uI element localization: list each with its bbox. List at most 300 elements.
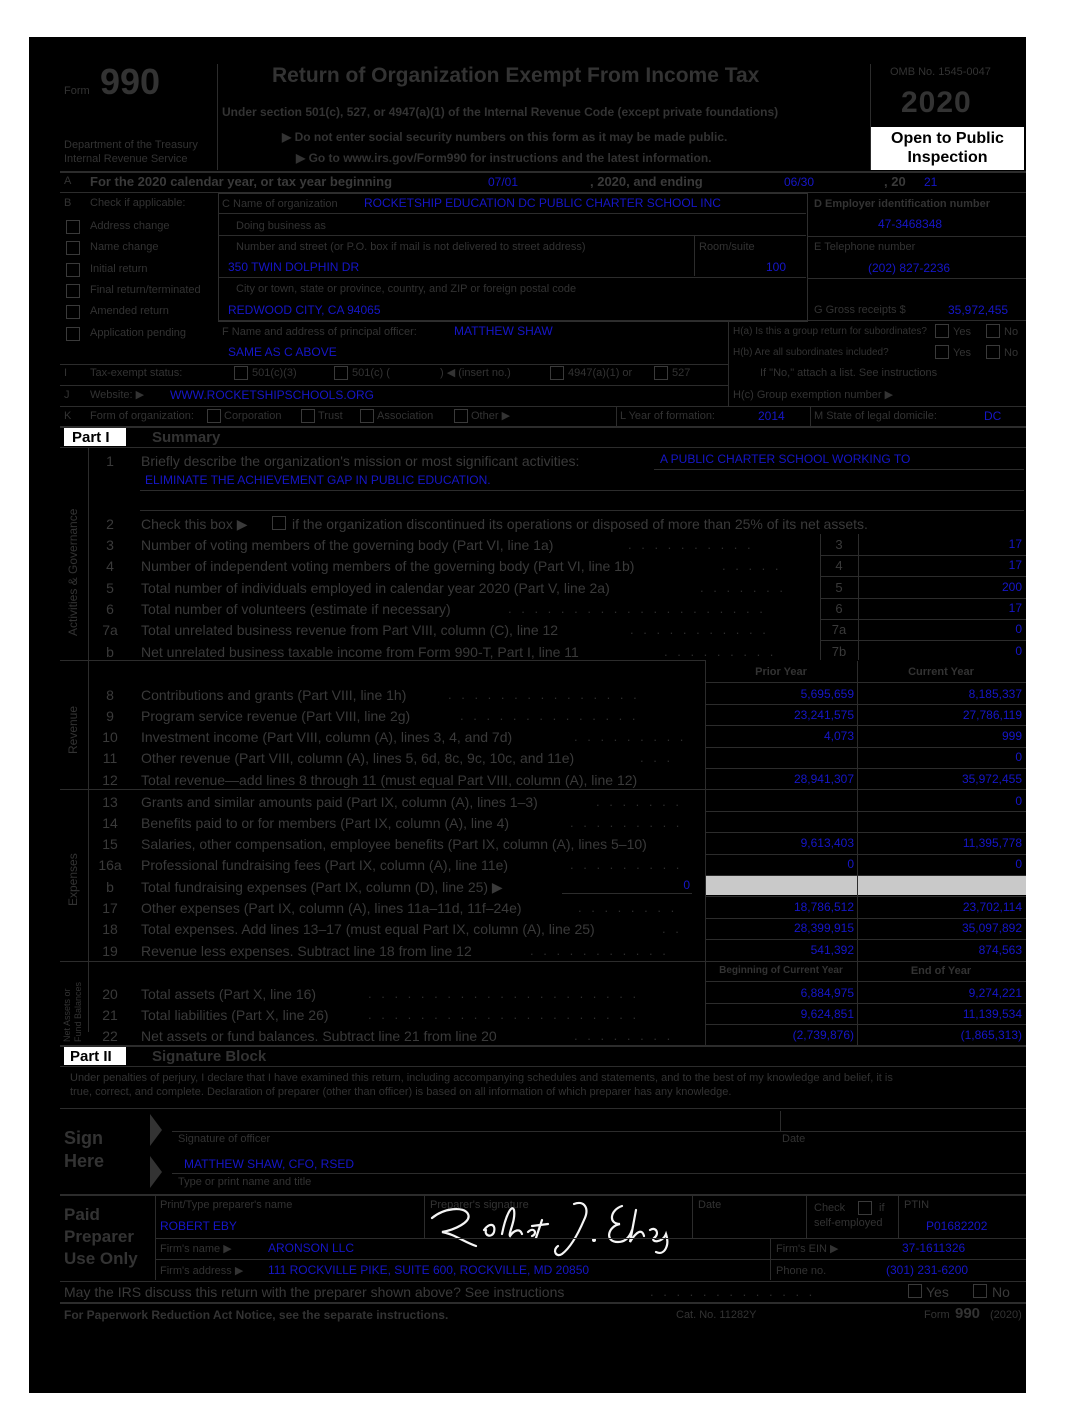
group-return-no-label: No — [1004, 326, 1019, 338]
ag-line-box: 7a — [831, 622, 847, 637]
investment-income-current[interactable]: 999 — [1001, 729, 1022, 743]
unrelated-revenue-value[interactable]: 0 — [1015, 622, 1022, 636]
shaded-cell-prior — [706, 876, 857, 895]
total-assets-eoy[interactable]: 9,274,221 — [968, 986, 1022, 1000]
subordinates-label: H(b) Are all subordinates included? — [733, 347, 889, 358]
preparer-label: Preparer — [64, 1227, 134, 1246]
firm-name-label: Firm's name ▶ — [160, 1243, 232, 1255]
row-rule — [705, 768, 1026, 769]
box-b-letter: B — [64, 197, 72, 209]
name-change-checkbox[interactable] — [66, 241, 80, 255]
shaded-cell-current — [858, 876, 1026, 895]
501c3-label: 501(c)(3) — [252, 367, 297, 379]
501c-checkbox[interactable] — [334, 366, 348, 380]
discuss-no-checkbox[interactable] — [973, 1284, 987, 1298]
box-b-label: Check if applicable: — [90, 197, 186, 209]
group-return-yes-checkbox[interactable] — [935, 324, 949, 338]
box-c-rule2 — [218, 235, 806, 236]
subordinates-yes-label: Yes — [953, 347, 971, 359]
ein-label: D Employer identification number — [814, 198, 991, 210]
revenue-line-text: Total revenue—add lines 8 through 11 (must equal Part VIII, column (A), line 12) — [141, 772, 638, 788]
row-rule — [705, 832, 1026, 833]
part-1-title: Summary — [152, 429, 221, 446]
other-checkbox[interactable] — [454, 409, 468, 423]
state-domicile-field[interactable]: DC — [984, 409, 1002, 423]
line-j-letter: J — [64, 389, 70, 401]
row-rule — [705, 747, 1026, 748]
association-label: Association — [377, 410, 434, 422]
part-1-tag-text: Part I — [72, 429, 110, 446]
street-label: Number and street (or P.O. box if mail is not delivered to street address) — [236, 241, 586, 253]
subordinates-yes-checkbox[interactable] — [935, 345, 949, 359]
total-expenses-prior[interactable]: 28,399,915 — [793, 921, 854, 935]
row-rule — [705, 896, 1026, 897]
expense-line-text: Total fundraising expenses (Part IX, column (D), line 25) ▶ — [141, 879, 503, 895]
ag-row-rule — [820, 619, 1026, 620]
leader-dots: . . . . . . . . . . . . . . . . . . . . . — [368, 986, 640, 1001]
line-i-rule — [60, 385, 728, 386]
4947a1-label: 4947(a)(1) or — [568, 367, 633, 379]
perjury-statement-1: Under penalties of perjury, I declare that I have examined this return, including accompanying schedules and statements, and to the best of my knowledge and belief, it is — [70, 1072, 893, 1084]
independent-members-value[interactable]: 17 — [1008, 558, 1022, 572]
name-change-label: Name change — [90, 241, 159, 253]
corporation-label: Corporation — [224, 410, 282, 422]
initial-return-checkbox[interactable] — [66, 263, 80, 277]
here-label: Here — [64, 1151, 105, 1171]
net-assets-line-text: Total liabilities (Part X, line 26) — [141, 1007, 329, 1023]
mission-underline-3 — [140, 510, 1024, 511]
preparer-signature-label: Preparer's signature — [430, 1199, 529, 1211]
expense-line-number: 18 — [102, 921, 118, 937]
mission-underline-1 — [654, 469, 1024, 470]
preparer-signature-image — [424, 1190, 684, 1262]
preparer-date-divider — [692, 1196, 693, 1238]
dba-label: Doing business as — [236, 220, 326, 232]
final-return-checkbox[interactable] — [66, 284, 80, 298]
ag-line-box: 3 — [835, 537, 843, 552]
officer-name-field[interactable]: MATTHEW SHAW, CFO, RSED — [184, 1157, 354, 1171]
mission-line-1[interactable]: A PUBLIC CHARTER SCHOOL WORKING TO — [660, 452, 911, 466]
leader-dots: . . . . . . . . — [574, 1028, 674, 1043]
leader-dots: . . . . . . . — [700, 580, 786, 595]
line-2-text-b: if the organization discontinued its operations or disposed of more than 25% of its net assets. — [292, 516, 868, 532]
expense-line-text: Professional fundraising fees (Part IX, column (A), line 11e) — [141, 857, 509, 873]
gross-receipts-label: G Gross receipts $ — [814, 304, 906, 316]
fundraising-expenses-field[interactable]: 0 — [683, 878, 690, 892]
ag-line-number: 3 — [106, 537, 114, 553]
year-formation-field[interactable]: 2014 — [758, 409, 785, 423]
current-year-header: Current Year — [908, 666, 974, 678]
leader-dots: . . . . . . . . . — [570, 815, 683, 830]
side-label-revenue: Revenue — [66, 705, 80, 754]
ag-line-text: Number of independent voting members of the governing body (Part VI, line 1b) — [141, 558, 635, 574]
subordinates-no-label: No — [1004, 347, 1019, 359]
firm-name-field[interactable]: ARONSON LLC — [268, 1241, 355, 1255]
leader-dots: . . . . . . . . . — [574, 729, 687, 744]
unrelated-taxable-value[interactable]: 0 — [1015, 644, 1022, 658]
net-assets-boy[interactable]: (2,739,876) — [792, 1028, 854, 1042]
other-revenue-current[interactable]: 0 — [1015, 750, 1022, 764]
leader-dots: . . . — [640, 750, 674, 765]
total-liabilities-boy[interactable]: 9,624,851 — [800, 1007, 854, 1021]
ag-box-divider-1 — [820, 534, 821, 660]
preparer-date-label: Date — [698, 1199, 722, 1211]
ptin-field[interactable]: P01682202 — [926, 1219, 988, 1233]
expense-line-number: 17 — [102, 900, 118, 916]
expense-line-text: Other expenses (Part IX, column (A), lines 11a–11d, 11f–24e) — [141, 900, 522, 916]
tax-year: 2020 — [901, 86, 972, 119]
revenue-line-text: Other revenue (Part VIII, column (A), lines 5, 6d, 8c, 9c, 10c, and 11e) — [141, 750, 575, 766]
grants-paid-current[interactable]: 0 — [1015, 794, 1022, 808]
revenue-less-expenses-current[interactable]: 874,563 — [978, 943, 1022, 957]
city-field[interactable]: REDWOOD CITY, CA 94065 — [228, 303, 381, 317]
year-formation-label: L Year of formation: — [620, 410, 715, 422]
current-col-divider — [857, 661, 858, 1045]
ag-line-number: 4 — [106, 558, 114, 574]
phone-label: E Telephone number — [814, 241, 916, 253]
row-rule — [705, 704, 1026, 705]
expense-line-text: Benefits paid to or for members (Part IX, column (A), line 4) — [141, 815, 510, 831]
firm-address-field[interactable]: 111 ROCKVILLE PIKE, SUITE 600, ROCKVILLE, MD 20850 — [268, 1263, 590, 1277]
revenue-line-number: 12 — [102, 772, 118, 788]
beginning-year-header: Beginning of Current Year — [719, 965, 843, 976]
total-revenue-current[interactable]: 35,972,455 — [961, 772, 1022, 786]
ag-row-rule — [820, 576, 1026, 577]
prior-year-header: Prior Year — [755, 666, 807, 678]
open-to-public-line1: Open to Public — [891, 130, 1004, 147]
form-title: Return of Organization Exempt From Income Tax — [272, 64, 760, 87]
part-2-rule — [60, 1066, 1026, 1067]
row-rule — [705, 918, 1026, 919]
subordinates-note: If "No," attach a list. See instructions — [760, 367, 938, 379]
box-f-rule — [60, 364, 728, 365]
net-assets-eoy[interactable]: (1,865,313) — [960, 1028, 1022, 1042]
other-expenses-current[interactable]: 23,702,114 — [962, 900, 1022, 914]
group-exemption-label: H(c) Group exemption number ▶ — [733, 389, 894, 401]
instructions-note: ▶ Go to www.irs.gov/Form990 for instructions and the latest information. — [296, 151, 712, 165]
form-subtitle: Under section 501(c), 527, or 4947(a)(1) of the Internal Revenue Code (except private foundations) — [222, 105, 779, 119]
row-rule — [705, 725, 1026, 726]
527-checkbox[interactable] — [654, 366, 668, 380]
line-a-mid: , 2020, and ending — [590, 174, 703, 189]
side-label-net-assets-2: Fund Balances — [73, 981, 83, 1042]
part-2-tag — [64, 1047, 126, 1065]
website-label: Website: ▶ — [90, 389, 145, 401]
preparer-row2-rule — [155, 1259, 1026, 1260]
ssn-note: ▶ Do not enter social security numbers on this form as it may be made public. — [282, 130, 728, 144]
net-assets-line-text: Net assets or fund balances. Subtract line 21 from line 20 — [141, 1028, 497, 1044]
fundraising-underline — [562, 893, 692, 894]
ag-line-text: Number of voting members of the governing body (Part VI, line 1a) — [141, 537, 554, 553]
leader-dots: . . . . . . . . . . . . . . . — [448, 687, 640, 702]
ptin-label: PTIN — [904, 1199, 930, 1211]
preparer-bottom-rule — [60, 1281, 1026, 1282]
mission-label: Briefly describe the organization's mission or most significant activities: — [141, 453, 580, 469]
volunteers-value[interactable]: 17 — [1008, 601, 1022, 615]
final-return-label: Final return/terminated — [90, 284, 201, 296]
amended-return-label: Amended return — [90, 305, 169, 317]
expense-line-number: b — [106, 879, 114, 895]
org-name-label: C Name of organization — [222, 198, 338, 210]
application-pending-label: Application pending — [90, 327, 187, 339]
discuss-no-label: No — [992, 1284, 1010, 1300]
527-label: 527 — [672, 367, 691, 379]
ptin-divider — [898, 1196, 899, 1238]
leader-dots: . . . . . . . . . — [570, 857, 683, 872]
form-word: Form — [64, 85, 90, 97]
box-h-divider — [728, 321, 729, 407]
ag-line-number: 5 — [106, 580, 114, 596]
corporation-checkbox[interactable] — [207, 409, 221, 423]
paid-label: Paid — [64, 1205, 100, 1224]
contributions-prior[interactable]: 5,695,659 — [800, 687, 854, 701]
revenue-line-number: 10 — [102, 729, 118, 745]
self-employed-label: self-employed — [814, 1217, 883, 1229]
line-a-text: For the 2020 calendar year, or tax year beginning — [90, 174, 393, 189]
ag-line-box: 5 — [835, 580, 843, 595]
line-i-letter: I — [64, 367, 68, 379]
officer-name-line — [172, 1173, 1026, 1174]
insert-no-label: ) ◀ (insert no.) — [440, 367, 511, 379]
tax-year-begin[interactable]: 07/01 — [488, 175, 519, 189]
501c-label: 501(c) ( — [352, 367, 390, 379]
box-c-rule1 — [218, 213, 806, 214]
501c3-checkbox[interactable] — [234, 366, 248, 380]
box-c-room-divider — [694, 236, 695, 276]
voting-members-value[interactable]: 17 — [1008, 537, 1022, 551]
expense-line-text: Revenue less expenses. Subtract line 18 from line 12 — [141, 943, 472, 959]
perjury-statement-2: true, correct, and complete. Declaration of preparer (other than officer) is based on all information of which preparer has any knowledge. — [70, 1086, 732, 1098]
room-label: Room/suite — [699, 241, 755, 253]
firm-ein-field[interactable]: 37-1611326 — [902, 1241, 966, 1255]
expense-line-number: 14 — [102, 815, 118, 831]
sign-label: Sign — [64, 1128, 103, 1148]
address-change-label: Address change — [90, 220, 170, 232]
side-label-expenses: Expenses — [66, 853, 80, 906]
line-k-rule — [60, 426, 1026, 428]
firm-phone-field[interactable]: (301) 231-6200 — [886, 1263, 969, 1277]
ag-line-box: 6 — [835, 601, 843, 616]
leader-dots: . . . . . . . . . . . — [530, 943, 669, 958]
ag-revenue-rule — [60, 660, 706, 661]
line-2-number: 2 — [106, 516, 114, 532]
expense-line-number: 19 — [102, 943, 118, 959]
net-assets-line-text: Total assets (Part X, line 16) — [141, 986, 317, 1002]
net-assets-line-number: 21 — [102, 1007, 118, 1023]
line-a-yr-prefix: , 20 — [884, 174, 906, 189]
preparer-name-label: Print/Type preparer's name — [160, 1199, 293, 1211]
firm-ein-label: Firm's EIN ▶ — [776, 1243, 839, 1255]
other-label: Other ▶ — [471, 410, 511, 422]
ag-line-box: 4 — [835, 558, 843, 573]
revenue-expense-rule — [60, 789, 1026, 790]
expense-line-text: Total expenses. Add lines 13–17 (must equal Part IX, column (A), line 25) — [141, 921, 595, 937]
subordinates-no-checkbox[interactable] — [986, 345, 1000, 359]
application-pending-checkbox[interactable] — [66, 327, 80, 341]
line-k-divider2 — [810, 407, 811, 427]
tax-exempt-label: Tax-exempt status: — [90, 367, 183, 379]
expense-netassets-rule — [60, 961, 1026, 962]
association-checkbox[interactable] — [360, 409, 374, 423]
total-expenses-current[interactable]: 35,097,892 — [961, 921, 1022, 935]
total-revenue-prior[interactable]: 28,941,307 — [793, 772, 854, 786]
org-name-field[interactable]: ROCKETSHIP EDUCATION DC PUBLIC CHARTER SCHOOL INC — [364, 196, 721, 210]
ag-line-number: 7a — [102, 622, 118, 638]
discuss-yes-label: Yes — [926, 1284, 949, 1300]
tax-year-end-yy[interactable]: 21 — [924, 175, 938, 189]
principal-officer-field[interactable]: MATTHEW SHAW — [454, 324, 553, 338]
use-only-label: Use Only — [64, 1249, 138, 1268]
side-label-activities: Activities & Governance — [66, 508, 80, 636]
row-rule — [705, 1024, 1026, 1025]
ag-line-text: Total unrelated business revenue from Part VIII, column (C), line 12 — [141, 622, 559, 638]
expense-line-number: 15 — [102, 836, 118, 852]
revenue-line-text: Investment income (Part VIII, column (A), lines 3, 4, and 7d) — [141, 729, 513, 745]
website-field[interactable]: WWW.ROCKETSHIPSCHOOLS.ORG — [170, 388, 375, 402]
revenue-less-expenses-prior[interactable]: 541,392 — [810, 943, 854, 957]
leader-dots: . . . . . — [722, 558, 782, 573]
gross-receipts-field[interactable]: 35,972,455 — [948, 303, 1009, 317]
leader-dots: . . . . . . . . . . . . . — [650, 1284, 816, 1299]
check-divider — [806, 1196, 807, 1238]
ag-row-rule — [820, 555, 1026, 556]
principal-officer-label: F Name and address of principal officer: — [222, 326, 417, 338]
initial-return-label: Initial return — [90, 263, 148, 275]
officer-signature-label: Signature of officer — [178, 1133, 271, 1145]
type-name-label: Type or print name and title — [178, 1176, 312, 1188]
ag-line-text: Net unrelated business taxable income from Form 990-T, Part I, line 11 — [141, 644, 579, 660]
leader-dots: . . . . . . . . . . . . . . — [460, 708, 639, 723]
leader-dots: . . . . . . . . . . . — [630, 622, 769, 637]
if-label: if — [879, 1202, 885, 1214]
leader-dots: . . . . . . . . . . — [628, 537, 754, 552]
expense-line-text: Salaries, other compensation, employee benefits (Part IX, column (A), lines 5–10) — [141, 836, 647, 852]
header-rule — [60, 171, 1026, 173]
open-to-public-line2: Inspection — [907, 149, 988, 166]
ag-line-number: 6 — [106, 601, 114, 617]
employees-value[interactable]: 200 — [1001, 580, 1022, 594]
ag-line-number: b — [106, 644, 114, 660]
revenue-line-number: 8 — [106, 687, 114, 703]
line-a-letter: A — [64, 175, 72, 187]
preparer-name-field[interactable]: ROBERT EBY — [160, 1219, 237, 1233]
expense-line-number: 13 — [102, 794, 118, 810]
4947a1-checkbox[interactable] — [550, 366, 564, 380]
discuss-yes-checkbox[interactable] — [908, 1284, 922, 1298]
ag-row-rule — [820, 640, 1026, 641]
check-label: Check — [814, 1202, 846, 1214]
ag-box-divider-2 — [858, 534, 859, 660]
catalog-number: Cat. No. 11282Y — [676, 1309, 757, 1321]
salaries-prior[interactable]: 9,613,403 — [800, 836, 854, 850]
paperwork-notice: For Paperwork Reduction Act Notice, see the separate instructions. — [64, 1308, 449, 1322]
line-k-letter: K — [64, 410, 72, 422]
ag-row-rule — [820, 598, 1026, 599]
expense-line-text: Grants and similar amounts paid (Part IX, column (A), lines 1–3) — [141, 794, 538, 810]
side-divider — [88, 448, 89, 1032]
phone-field[interactable]: (202) 827-2236 — [868, 261, 951, 275]
box-e-rule — [807, 278, 1026, 279]
mission-underline-2 — [140, 490, 1024, 491]
other-expenses-prior[interactable]: 18,786,512 — [793, 900, 854, 914]
fundraising-fees-current[interactable]: 0 — [1015, 857, 1022, 871]
city-label: City or town, state or province, country, and ZIP or foreign postal code — [236, 283, 577, 295]
officer-date-label: Date — [782, 1133, 806, 1145]
footer-rule — [60, 1302, 1026, 1304]
net-assets-line-number: 20 — [102, 986, 118, 1002]
fundraising-fees-prior[interactable]: 0 — [847, 857, 854, 871]
dept-treasury: Department of the Treasury — [64, 139, 198, 151]
signature-line — [172, 1131, 1026, 1132]
address-change-checkbox[interactable] — [66, 220, 80, 234]
omb-number: OMB No. 1545-0047 — [890, 66, 991, 78]
row-rule — [705, 811, 1026, 812]
trust-checkbox[interactable] — [301, 409, 315, 423]
perjury-rule — [60, 1108, 1026, 1109]
irs-discuss-question: May the IRS discuss this return with the preparer shown above? See instructions — [64, 1284, 565, 1300]
salaries-current[interactable]: 11,395,778 — [962, 836, 1022, 850]
revenue-line-text: Program service revenue (Part VIII, line 2g) — [141, 708, 411, 724]
investment-income-prior[interactable]: 4,073 — [823, 729, 854, 743]
group-return-yes-label: Yes — [953, 326, 971, 338]
revenue-line-text: Contributions and grants (Part VIII, line 1h) — [141, 687, 407, 703]
part-1-rule — [60, 447, 1026, 448]
mission-line-2[interactable]: ELIMINATE THE ACHIEVEMENT GAP IN PUBLIC EDUCATION. — [145, 473, 491, 487]
line-1-number: 1 — [106, 453, 114, 469]
trust-label: Trust — [318, 410, 343, 422]
contributions-current[interactable]: 8,185,337 — [968, 687, 1022, 701]
dept-irs: Internal Revenue Service — [64, 153, 188, 165]
line-2-text-a: Check this box ▶ — [141, 516, 248, 532]
group-return-no-checkbox[interactable] — [986, 324, 1000, 338]
total-liabilities-eoy[interactable]: 11,139,534 — [962, 1007, 1022, 1021]
state-domicile-label: M State of legal domicile: — [814, 410, 937, 422]
principal-officer-address[interactable]: SAME AS C ABOVE — [228, 345, 337, 359]
tax-year-end[interactable]: 06/30 — [784, 175, 815, 189]
org-form-label: Form of organization: — [90, 410, 194, 422]
room-field[interactable]: 100 — [766, 260, 787, 274]
program-service-prior[interactable]: 23,241,575 — [793, 708, 854, 722]
ein-field[interactable]: 47-3468348 — [878, 217, 943, 231]
ag-line-text: Total number of volunteers (estimate if necessary) — [141, 601, 451, 617]
row-rule — [705, 1003, 1026, 1004]
program-service-current[interactable]: 27,786,119 — [962, 708, 1022, 722]
self-employed-checkbox[interactable] — [858, 1201, 872, 1215]
end-year-header: End of Year — [910, 965, 972, 977]
box-g-rule — [218, 320, 1026, 321]
open-to-public-box — [871, 127, 1024, 170]
part-2-tag-text: Part II — [70, 1048, 112, 1065]
header-row-rule — [705, 981, 1026, 982]
part-2-title: Signature Block — [152, 1048, 267, 1065]
footer-form-word: Form — [924, 1309, 950, 1321]
revenue-line-number: 11 — [102, 750, 118, 766]
revenue-line-number: 9 — [106, 708, 114, 724]
total-assets-boy[interactable]: 6,884,975 — [800, 986, 854, 1000]
firm-phone-label: Phone no. — [776, 1265, 827, 1277]
expense-line-number: 16a — [98, 857, 122, 873]
leader-dots: . . . . . . . . . . . . . . . . . . . . . — [368, 1007, 640, 1022]
street-field[interactable]: 350 TWIN DOLPHIN DR — [228, 260, 360, 274]
prior-col-divider — [705, 661, 706, 1045]
leader-dots: . . . . . . . . — [578, 900, 678, 915]
discontinued-checkbox[interactable] — [272, 516, 286, 530]
part-1-bottom-rule — [60, 1045, 1026, 1047]
amended-return-checkbox[interactable] — [66, 305, 80, 319]
part-1-tag — [64, 428, 126, 446]
sign-here-arrows — [148, 1112, 164, 1192]
footer-form-number: 990 — [955, 1305, 981, 1322]
